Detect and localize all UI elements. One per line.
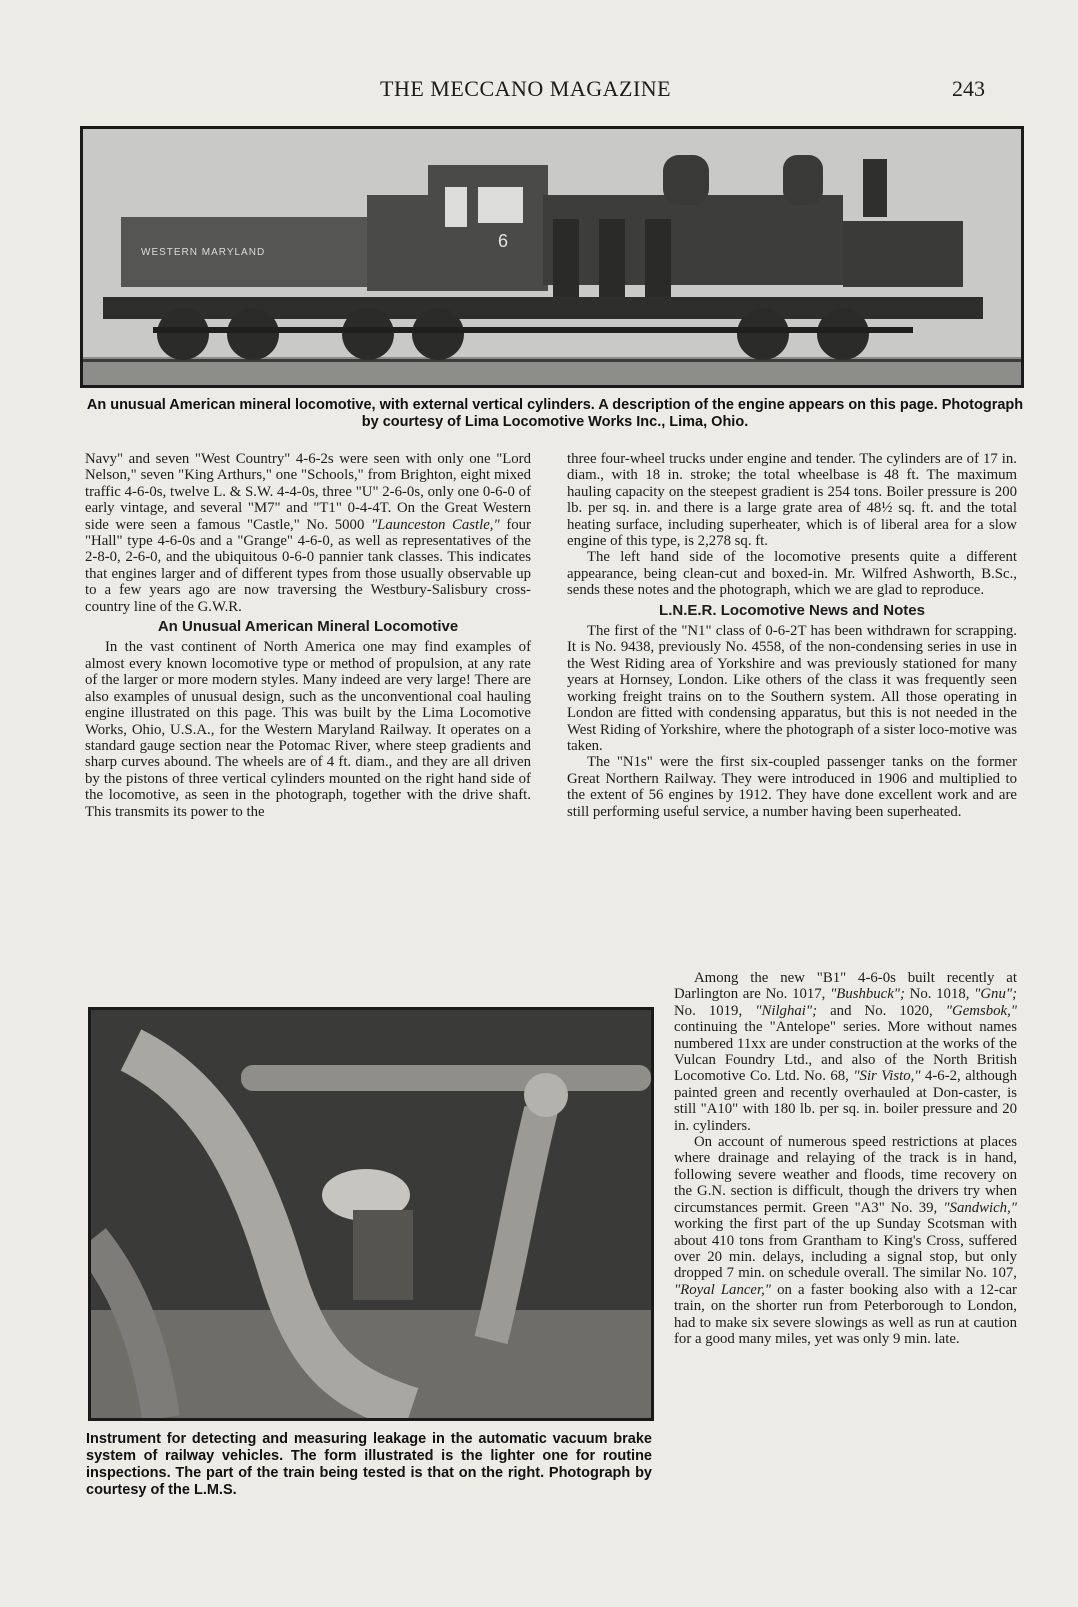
- tender-lettering: WESTERN MARYLAND: [141, 247, 266, 258]
- brake-instrument-caption: Instrument for detecting and measuring leakage in the automatic vacuum brake system of railway vehicles. The form illustrated is the lighter one for routine inspections. The part of the train being tested is that on the right. Photograph by courtesy of the L.M.S.: [86, 1431, 652, 1498]
- heading-american-locomotive: An Unusual American Mineral Locomotive: [157, 618, 459, 636]
- page-number: 243: [952, 76, 985, 101]
- brake-instrument-illustration: [91, 1010, 651, 1418]
- locomotive-caption: An unusual American mineral locomotive, with external vertical cylinders. A description of the engine appears on this page. Photograph by courtesy of Lima Locomotive Works Inc., Lima, Ohio.: [86, 397, 1024, 430]
- right-column: [567, 451, 1017, 820]
- cab-number: 6: [498, 231, 509, 251]
- right-para-5: Among the new "B1" 4-6-0s built recently at Darlington are No. 1017, "Bushbuck"; No. 1018, "Gnu"; No. 1019, "Nilghai"; and No. 1020, "Gemsbok," continuing the "Antelope" series. More without names numbered 11xx are under construction at the works of the Vulcan Foundry Ltd., and also of the North British Locomotive Co. Ltd. No. 68, "Sir Visto," 4-6-2, although painted green and recently overhauled at Don-caster, is still "A10" with 180 lb. per sq. in. boiler pressure and 20 in. cylinders.: [674, 970, 1017, 1134]
- locomotive-photo: [80, 126, 1024, 388]
- right-para-1: three four-wheel trucks under engine and tender. The cylinders are of 17 in. diam., with 18 in. stroke; the total wheelbase is 48 ft. The maximum hauling capacity on the steepest gradient is 254 tons. Boiler pressure is 200 lb. per sq. in. and there is a large grate area of 48½ sq. ft. and the total heating surface, including superheater, which is of liberal area for a slow engine of this type, is 2,278 sq. ft.: [567, 451, 1017, 550]
- heading-lner-news: L.N.E.R. Locomotive News and Notes: [659, 601, 925, 619]
- left-para-2: In the vast continent of North America one may find examples of almost every known locomotive type or method of propulsion, at any rate of the larger or more modern styles. Many indeed are very large! There are also examples of unusual design, such as the unconventional coal hauling engine illustrated on this page. This was built by the Lima Locomotive Works, Ohio, U.S.A., for the Western Maryland Railway. It operates on a standard gauge section near the Potomac River, where steep gradients and sharp curves abound. The wheels are of 4 ft. diam., and they are all driven by the pistons of three vertical cylinders mounted on the right hand side of the locomotive, as seen in the photograph, together with the drive shaft. This transmits its power to the: [85, 639, 531, 820]
- right-para-6: On account of numerous speed restrictions at places where drainage and relaying of the track is in hand, following severe weather and floods, time recovery on the G.N. section is difficult, though the drivers try when circumstances permit. Green "A3" No. 39, "Sandwich," working the first part of the up Sunday Scotsman with about 410 tons from Grantham to King's Cross, suffered over 20 min. delays, including a signal stop, but only dropped 7 min. on schedule overall. The similar No. 107, "Royal Lancer," on a faster booking also with a 12-car train, on the shorter run from Peterborough to London, had to make six severe slowings as well as run at caution for a good many miles, yet was only 9 min. late.: [674, 1134, 1017, 1347]
- left-column: [85, 451, 531, 820]
- left-para-1: Navy" and seven "West Country" 4-6-2s were seen with only one "Lord Nelson," seven "King Arthurs," one "Schools," from Brighton, eight mixed traffic 4-6-0s, twelve L. & S.W. 4-4-0s, three "U" 2-6-0s, only one 0-6-0 of early vintage, and several "M7" and "T1" 0-4-4T. On the Great Western side were seen a famous "Castle," No. 5000 "Launceston Castle," four "Hall" type 4-6-0s and a "Grange" 4-6-0, as well as representatives of the 2-8-0, 2-6-0, and the ubiquitous 0-6-0 pannier tank classes. This indicates that engines larger and of different types from those usually observable up to a few years ago are now traversing the Westbury-Salisbury cross-country line of the G.W.R.: [85, 451, 531, 615]
- page-header: [0, 74, 1078, 104]
- right-para-4: The "N1s" were the first six-coupled passenger tanks on the former Great Northern Railway. They were introduced in 1906 and multiplied to the extent of 56 engines by 1912. They have done excellent work and are still performing useful service, a number having been superheated.: [567, 754, 1017, 820]
- right-para-2: The left hand side of the locomotive presents quite a different appearance, being clean-cut and boxed-in. Mr. Wilfred Ashworth, B.Sc., sends these notes and the photograph, which we are glad to reproduce.: [567, 549, 1017, 599]
- right-column-continued: [674, 970, 1017, 1347]
- magazine-title: THE MECCANO MAGAZINE: [380, 76, 672, 101]
- brake-instrument-photo: [88, 1007, 654, 1421]
- locomotive-illustration: [83, 129, 1021, 385]
- right-para-3: The first of the "N1" class of 0-6-2T has been withdrawn for scrapping. It is No. 9438, previously No. 4558, of the non-condensing series in use in the West Riding area of Yorkshire and was previously stationed for many years at Hornsey, London. Like others of the class it was frequently seen working freight trains on to the Southern system. All those operating in London are fitted with condensing apparatus, but this is not needed in the West Riding of Yorkshire, where the photograph of a sister loco-motive was taken.: [567, 623, 1017, 754]
